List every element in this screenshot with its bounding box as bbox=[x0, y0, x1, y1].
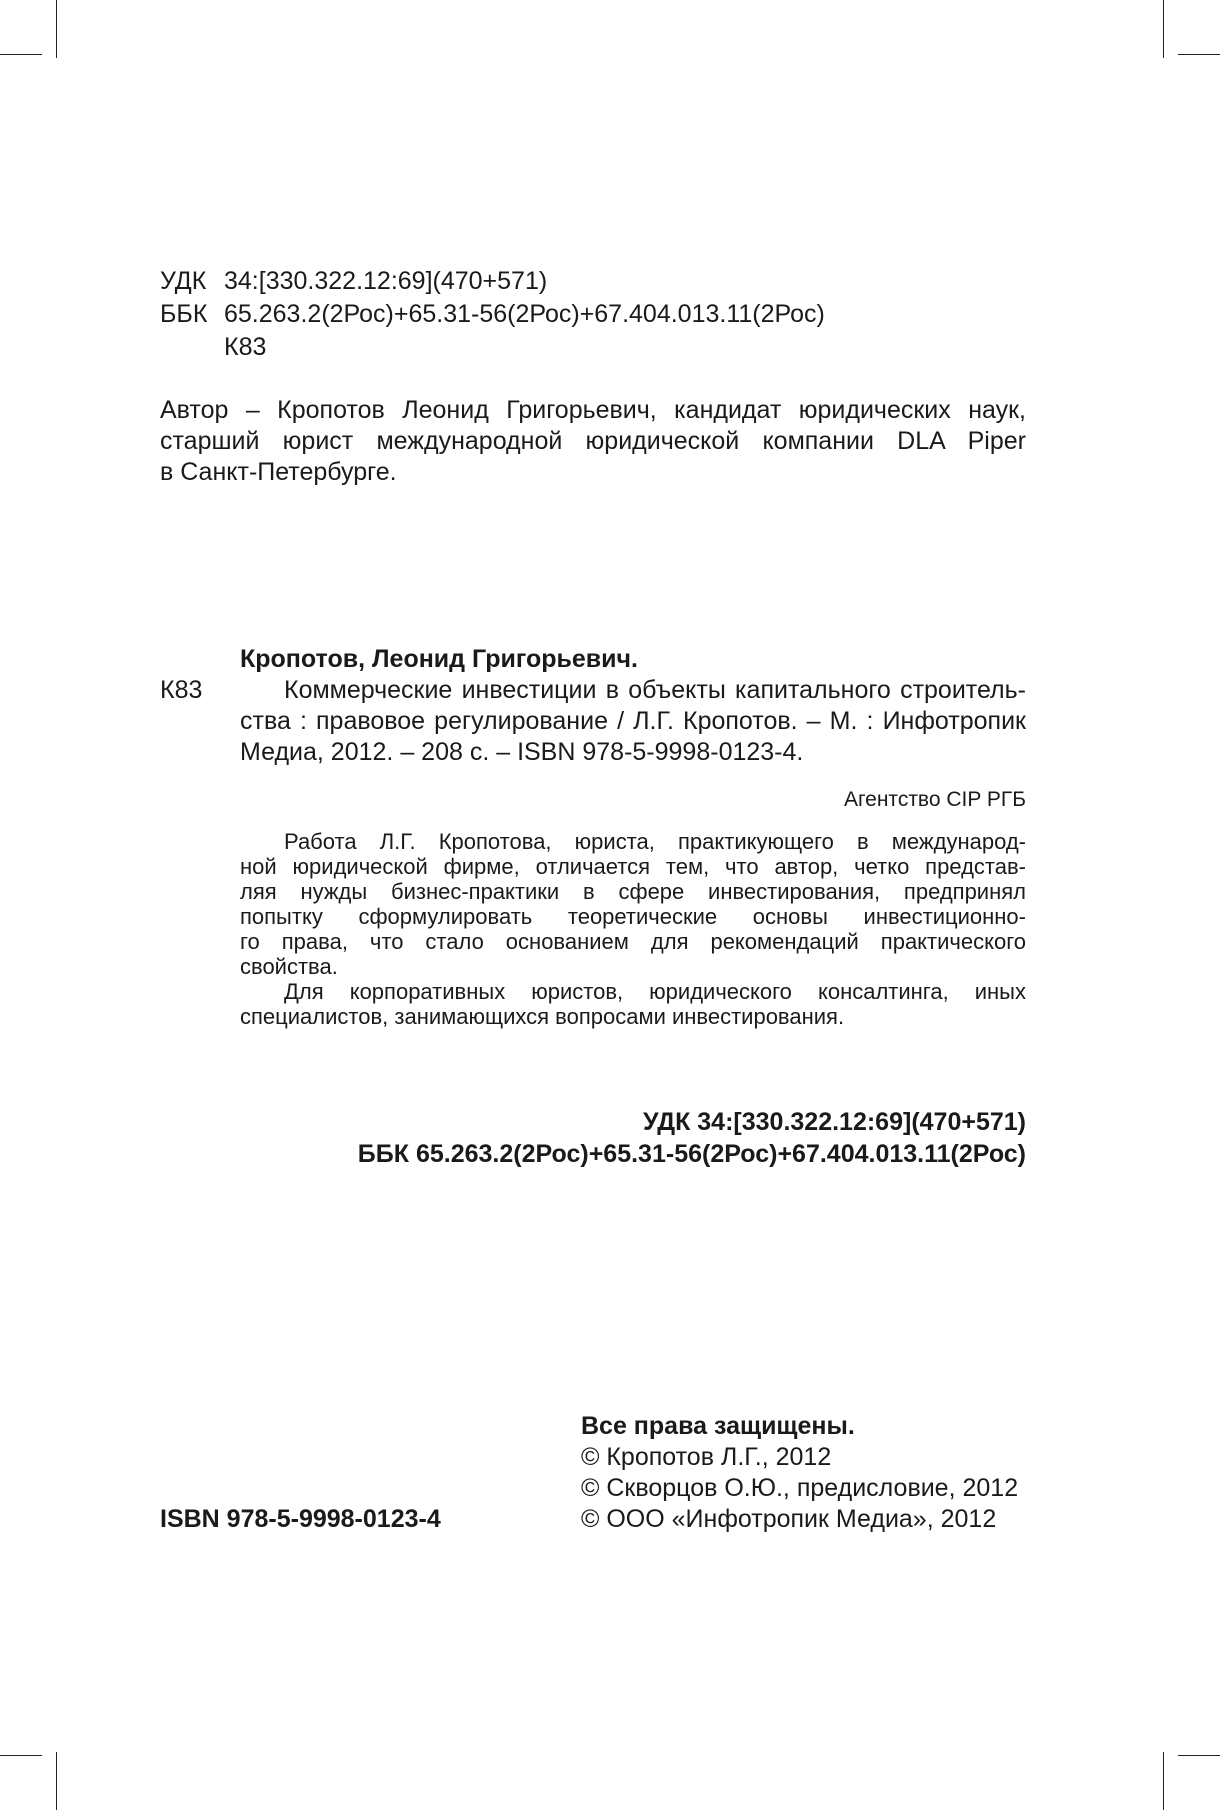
annotation-line: Для корпоративных юристов, юридического консалтинга, иных bbox=[284, 979, 1026, 1004]
isbn: ISBN 978-5-9998-0123-4 bbox=[160, 1505, 441, 1533]
crop-mark-bottom-left bbox=[56, 1752, 57, 1810]
author-note-line: Автор – Кропотов Леонид Григорьевич, кандидат юридических наук, bbox=[160, 396, 1026, 424]
crop-mark-top-left-h bbox=[0, 54, 42, 55]
crop-mark-bottom-right bbox=[1163, 1752, 1164, 1810]
annotation-line: попытку сформулировать теоретические основы инвестиционно- bbox=[240, 904, 1026, 929]
bbk-line bbox=[160, 298, 825, 331]
rights-heading: Все права защищены. bbox=[581, 1412, 855, 1440]
author-mark: К83 bbox=[224, 333, 267, 361]
crop-mark-bottom-right-h bbox=[1178, 1755, 1220, 1756]
udk-line bbox=[160, 265, 825, 298]
bibliography-line: Медиа, 2012. – 208 с. – ISBN 978-5-9998-0123-4. bbox=[240, 738, 804, 766]
bibliography-mark: К83 bbox=[160, 676, 203, 704]
crop-mark-top-right bbox=[1163, 0, 1164, 58]
crop-mark-bottom-left-h bbox=[0, 1755, 42, 1756]
bibliography-description bbox=[240, 675, 1026, 768]
annotation-line: свойства. bbox=[240, 954, 338, 979]
copyright-line: © Скворцов О.Ю., предисловие, 2012 bbox=[581, 1474, 1019, 1502]
author-note-line: в Санкт-Петербурге. bbox=[160, 458, 397, 486]
copyright-line: © ООО «Инфотропик Медиа», 2012 bbox=[581, 1505, 997, 1533]
udk-bold-line: УДК 34:[330.322.12:69](470+571) bbox=[642, 1108, 1026, 1136]
bbk-value: 65.263.2(2Рос)+65.31-56(2Рос)+67.404.013.11(2Рос) bbox=[224, 300, 825, 328]
udk-label: УДК bbox=[160, 267, 207, 295]
bbk-label: ББК bbox=[160, 300, 208, 328]
author-note bbox=[160, 395, 1026, 488]
bibliography-line: ства : правовое регулирование / Л.Г. Кропотов. – М. : Инфотропик bbox=[240, 707, 1026, 735]
annotation-line: го права, что стало основанием для рекомендаций практического bbox=[240, 929, 1026, 954]
crop-mark-top-right-h bbox=[1178, 54, 1220, 55]
annotation bbox=[240, 829, 1026, 1029]
annotation-line: ной юридической фирме, отличается тем, что автор, четко представ- bbox=[240, 854, 1026, 879]
annotation-line: специалистов, занимающихся вопросами инвестирования. bbox=[240, 1004, 845, 1029]
bibliography-heading: Кропотов, Леонид Григорьевич. bbox=[240, 645, 638, 673]
udk-value: 34:[330.322.12:69](470+571) bbox=[224, 267, 548, 295]
bbk-bold-line: ББК 65.263.2(2Рос)+65.31-56(2Рос)+67.404.013.11(2Рос) bbox=[357, 1140, 1026, 1168]
crop-mark-top-left bbox=[56, 0, 57, 58]
author-mark-line bbox=[160, 331, 825, 364]
classification-block bbox=[160, 265, 825, 364]
annotation-line: Работа Л.Г. Кропотова, юриста, практикующего в международ- bbox=[284, 829, 1026, 854]
annotation-line: ляя нужды бизнес-практики в сфере инвестирования, предпринял bbox=[240, 879, 1026, 904]
bibliography-line: Коммерческие инвестиции в объекты капитального строитель- bbox=[284, 676, 1026, 704]
rights-block bbox=[581, 1411, 1018, 1535]
classification-bold-block bbox=[160, 1106, 1026, 1170]
author-note-line: старший юрист международной юридической компании DLA Piper bbox=[160, 427, 1026, 455]
cip-agency: Агентство CIP РГБ bbox=[843, 788, 1026, 811]
copyright-line: © Кропотов Л.Г., 2012 bbox=[581, 1443, 832, 1471]
